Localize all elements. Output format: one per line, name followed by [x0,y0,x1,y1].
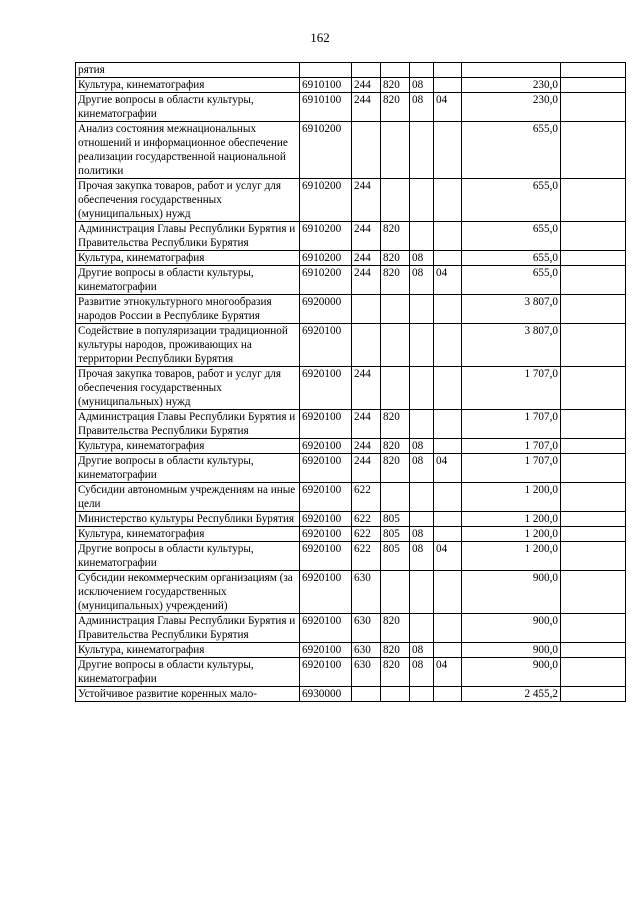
table-row [76,251,626,266]
row-csr-cell: 6920100 [300,542,352,571]
row-csr-cell: 6930000 [300,687,352,702]
row-name-cell: Другие вопросы в области культуры, кинематографии [76,93,300,122]
row-vr-cell: 244 [352,266,381,295]
row-vr-cell: 244 [352,251,381,266]
row-csr-cell: 6920100 [300,410,352,439]
row-rz-cell: 08 [410,658,434,687]
row-empty-cell [561,63,626,78]
row-name-cell: Культура, кинематография [76,251,300,266]
row-vr-cell [352,63,381,78]
row-amount-cell: 230,0 [462,93,561,122]
row-pr-cell: 04 [434,266,462,295]
row-vr-cell: 244 [352,410,381,439]
row-name-cell: Прочая закупка товаров, работ и услуг для обеспечения государственных (муниципальных) нужд [76,367,300,410]
row-empty-cell [561,122,626,179]
row-empty-cell [561,367,626,410]
row-grbs-cell: 820 [381,93,410,122]
row-name-cell: Другие вопросы в области культуры, кинематографии [76,658,300,687]
row-pr-cell [434,78,462,93]
row-vr-cell: 630 [352,571,381,614]
row-amount-cell: 900,0 [462,571,561,614]
row-vr-cell: 244 [352,454,381,483]
row-amount-cell: 900,0 [462,643,561,658]
row-empty-cell [561,454,626,483]
row-pr-cell: 04 [434,454,462,483]
row-grbs-cell: 805 [381,512,410,527]
row-pr-cell [434,643,462,658]
table-row [76,643,626,658]
row-vr-cell [352,687,381,702]
row-rz-cell: 08 [410,251,434,266]
row-rz-cell [410,222,434,251]
row-rz-cell: 08 [410,439,434,454]
row-empty-cell [561,483,626,512]
row-grbs-cell [381,571,410,614]
row-rz-cell: 08 [410,78,434,93]
row-empty-cell [561,527,626,542]
row-vr-cell: 244 [352,78,381,93]
row-vr-cell [352,324,381,367]
row-amount-cell: 900,0 [462,658,561,687]
row-csr-cell: 6920100 [300,454,352,483]
table-row [76,324,626,367]
row-pr-cell [434,367,462,410]
row-grbs-cell: 820 [381,251,410,266]
row-csr-cell [300,63,352,78]
row-grbs-cell [381,179,410,222]
row-amount-cell: 1 707,0 [462,410,561,439]
row-empty-cell [561,439,626,454]
row-grbs-cell [381,687,410,702]
row-rz-cell [410,63,434,78]
row-pr-cell [434,251,462,266]
table-row [76,512,626,527]
row-vr-cell [352,122,381,179]
table-row [76,614,626,643]
row-empty-cell [561,266,626,295]
row-csr-cell: 6920100 [300,367,352,410]
row-pr-cell [434,614,462,643]
row-rz-cell: 08 [410,454,434,483]
row-empty-cell [561,179,626,222]
row-csr-cell: 6910200 [300,266,352,295]
row-pr-cell: 04 [434,658,462,687]
row-name-cell: Министерство культуры Республики Бурятия [76,512,300,527]
row-vr-cell: 622 [352,512,381,527]
row-name-cell: Культура, кинематография [76,643,300,658]
row-csr-cell: 6920100 [300,512,352,527]
table-row [76,687,626,702]
row-vr-cell: 244 [352,179,381,222]
row-csr-cell: 6920100 [300,324,352,367]
row-rz-cell: 08 [410,643,434,658]
row-empty-cell [561,295,626,324]
row-csr-cell: 6920100 [300,614,352,643]
row-rz-cell: 08 [410,542,434,571]
row-name-cell: Культура, кинематография [76,439,300,454]
row-amount-cell: 3 807,0 [462,295,561,324]
row-csr-cell: 6920100 [300,483,352,512]
row-amount-cell: 655,0 [462,266,561,295]
row-grbs-cell: 820 [381,643,410,658]
row-grbs-cell [381,367,410,410]
table-row [76,658,626,687]
row-vr-cell: 244 [352,222,381,251]
table-row [76,542,626,571]
row-empty-cell [561,512,626,527]
row-csr-cell: 6910100 [300,93,352,122]
table-row [76,454,626,483]
table-row [76,266,626,295]
table-row [76,63,626,78]
row-name-cell: Другие вопросы в области культуры, кинематографии [76,454,300,483]
row-pr-cell: 04 [434,542,462,571]
row-pr-cell: 04 [434,93,462,122]
row-empty-cell [561,571,626,614]
row-grbs-cell: 820 [381,454,410,483]
row-vr-cell: 630 [352,614,381,643]
row-amount-cell: 230,0 [462,78,561,93]
row-csr-cell: 6920100 [300,527,352,542]
row-vr-cell: 622 [352,527,381,542]
table-row [76,483,626,512]
row-vr-cell: 630 [352,643,381,658]
row-name-cell: Развитие этнокультурного многообразия народов России в Республике Бурятия [76,295,300,324]
row-grbs-cell: 805 [381,527,410,542]
row-name-cell: Администрация Главы Республики Бурятия и Правительства Республики Бурятия [76,410,300,439]
row-grbs-cell: 820 [381,439,410,454]
row-csr-cell: 6910200 [300,122,352,179]
row-rz-cell [410,614,434,643]
row-pr-cell [434,512,462,527]
row-csr-cell: 6920100 [300,658,352,687]
row-name-cell: Культура, кинематография [76,527,300,542]
row-name-cell: Устойчивое развитие коренных мало- [76,687,300,702]
row-rz-cell: 08 [410,266,434,295]
row-grbs-cell: 820 [381,658,410,687]
row-amount-cell: 655,0 [462,179,561,222]
row-vr-cell: 622 [352,542,381,571]
row-grbs-cell [381,483,410,512]
row-empty-cell [561,614,626,643]
row-csr-cell: 6910200 [300,251,352,266]
row-empty-cell [561,324,626,367]
page-number: 162 [310,30,330,45]
row-empty-cell [561,251,626,266]
row-name-cell: Другие вопросы в области культуры, кинематографии [76,542,300,571]
row-empty-cell [561,542,626,571]
row-pr-cell [434,527,462,542]
row-pr-cell [434,63,462,78]
row-rz-cell [410,410,434,439]
row-name-cell: Другие вопросы в области культуры, кинематографии [76,266,300,295]
row-grbs-cell: 805 [381,542,410,571]
row-amount-cell: 1 707,0 [462,367,561,410]
row-grbs-cell [381,324,410,367]
table-row [76,571,626,614]
row-empty-cell [561,78,626,93]
row-amount-cell: 2 455,2 [462,687,561,702]
row-amount-cell [462,63,561,78]
row-empty-cell [561,410,626,439]
row-csr-cell: 6920100 [300,571,352,614]
row-csr-cell: 6920000 [300,295,352,324]
row-empty-cell [561,658,626,687]
row-grbs-cell: 820 [381,222,410,251]
row-grbs-cell [381,122,410,179]
row-pr-cell [434,179,462,222]
table-row [76,439,626,454]
row-vr-cell [352,295,381,324]
table-row [76,222,626,251]
row-name-cell: Содействие в популяризации традиционной культуры народов, проживающих на территории Республики Бурятия [76,324,300,367]
row-empty-cell [561,687,626,702]
row-name-cell: Администрация Главы Республики Бурятия и Правительства Республики Бурятия [76,222,300,251]
row-name-cell: рятия [76,63,300,78]
row-amount-cell: 655,0 [462,122,561,179]
row-amount-cell: 655,0 [462,251,561,266]
row-amount-cell: 1 200,0 [462,542,561,571]
row-pr-cell [434,571,462,614]
row-rz-cell [410,512,434,527]
row-pr-cell [434,122,462,179]
row-vr-cell: 622 [352,483,381,512]
row-empty-cell [561,643,626,658]
row-amount-cell: 3 807,0 [462,324,561,367]
row-name-cell: Администрация Главы Республики Бурятия и Правительства Республики Бурятия [76,614,300,643]
table-row [76,179,626,222]
row-name-cell: Анализ состояния межнациональных отношений и информационное обеспечение реализации государственной национальной политики [76,122,300,179]
row-rz-cell: 08 [410,93,434,122]
table-row [76,78,626,93]
row-rz-cell [410,179,434,222]
row-pr-cell [434,222,462,251]
row-csr-cell: 6920100 [300,643,352,658]
row-name-cell: Культура, кинематография [76,78,300,93]
row-grbs-cell: 820 [381,266,410,295]
row-rz-cell: 08 [410,527,434,542]
row-grbs-cell [381,63,410,78]
row-pr-cell [434,483,462,512]
row-vr-cell: 244 [352,93,381,122]
row-vr-cell: 244 [352,439,381,454]
row-amount-cell: 655,0 [462,222,561,251]
row-grbs-cell: 820 [381,410,410,439]
table-row [76,367,626,410]
row-csr-cell: 6920100 [300,439,352,454]
row-csr-cell: 6910200 [300,222,352,251]
table-row [76,527,626,542]
row-name-cell: Субсидии некоммерческим организациям (за исключением государственных (муниципальных) учреждений) [76,571,300,614]
row-pr-cell [434,324,462,367]
row-amount-cell: 1 200,0 [462,483,561,512]
row-amount-cell: 1 200,0 [462,512,561,527]
row-vr-cell: 630 [352,658,381,687]
row-pr-cell [434,295,462,324]
row-rz-cell [410,483,434,512]
row-amount-cell: 1 707,0 [462,454,561,483]
row-name-cell: Субсидии автономным учреждениям на иные цели [76,483,300,512]
row-grbs-cell [381,295,410,324]
row-amount-cell: 900,0 [462,614,561,643]
budget-table-body [76,63,626,702]
row-rz-cell [410,571,434,614]
row-amount-cell: 1 707,0 [462,439,561,454]
row-pr-cell [434,439,462,454]
row-rz-cell [410,122,434,179]
row-rz-cell [410,687,434,702]
table-row [76,295,626,324]
row-rz-cell [410,295,434,324]
row-pr-cell [434,410,462,439]
row-vr-cell: 244 [352,367,381,410]
table-row [76,410,626,439]
row-csr-cell: 6910200 [300,179,352,222]
table-row [76,93,626,122]
row-rz-cell [410,324,434,367]
row-empty-cell [561,93,626,122]
row-csr-cell: 6910100 [300,78,352,93]
row-name-cell: Прочая закупка товаров, работ и услуг для обеспечения государственных (муниципальных) нужд [76,179,300,222]
table-row [76,122,626,179]
row-amount-cell: 1 200,0 [462,527,561,542]
row-grbs-cell: 820 [381,614,410,643]
row-rz-cell [410,367,434,410]
row-pr-cell [434,687,462,702]
budget-table [75,62,626,702]
row-empty-cell [561,222,626,251]
row-grbs-cell: 820 [381,78,410,93]
